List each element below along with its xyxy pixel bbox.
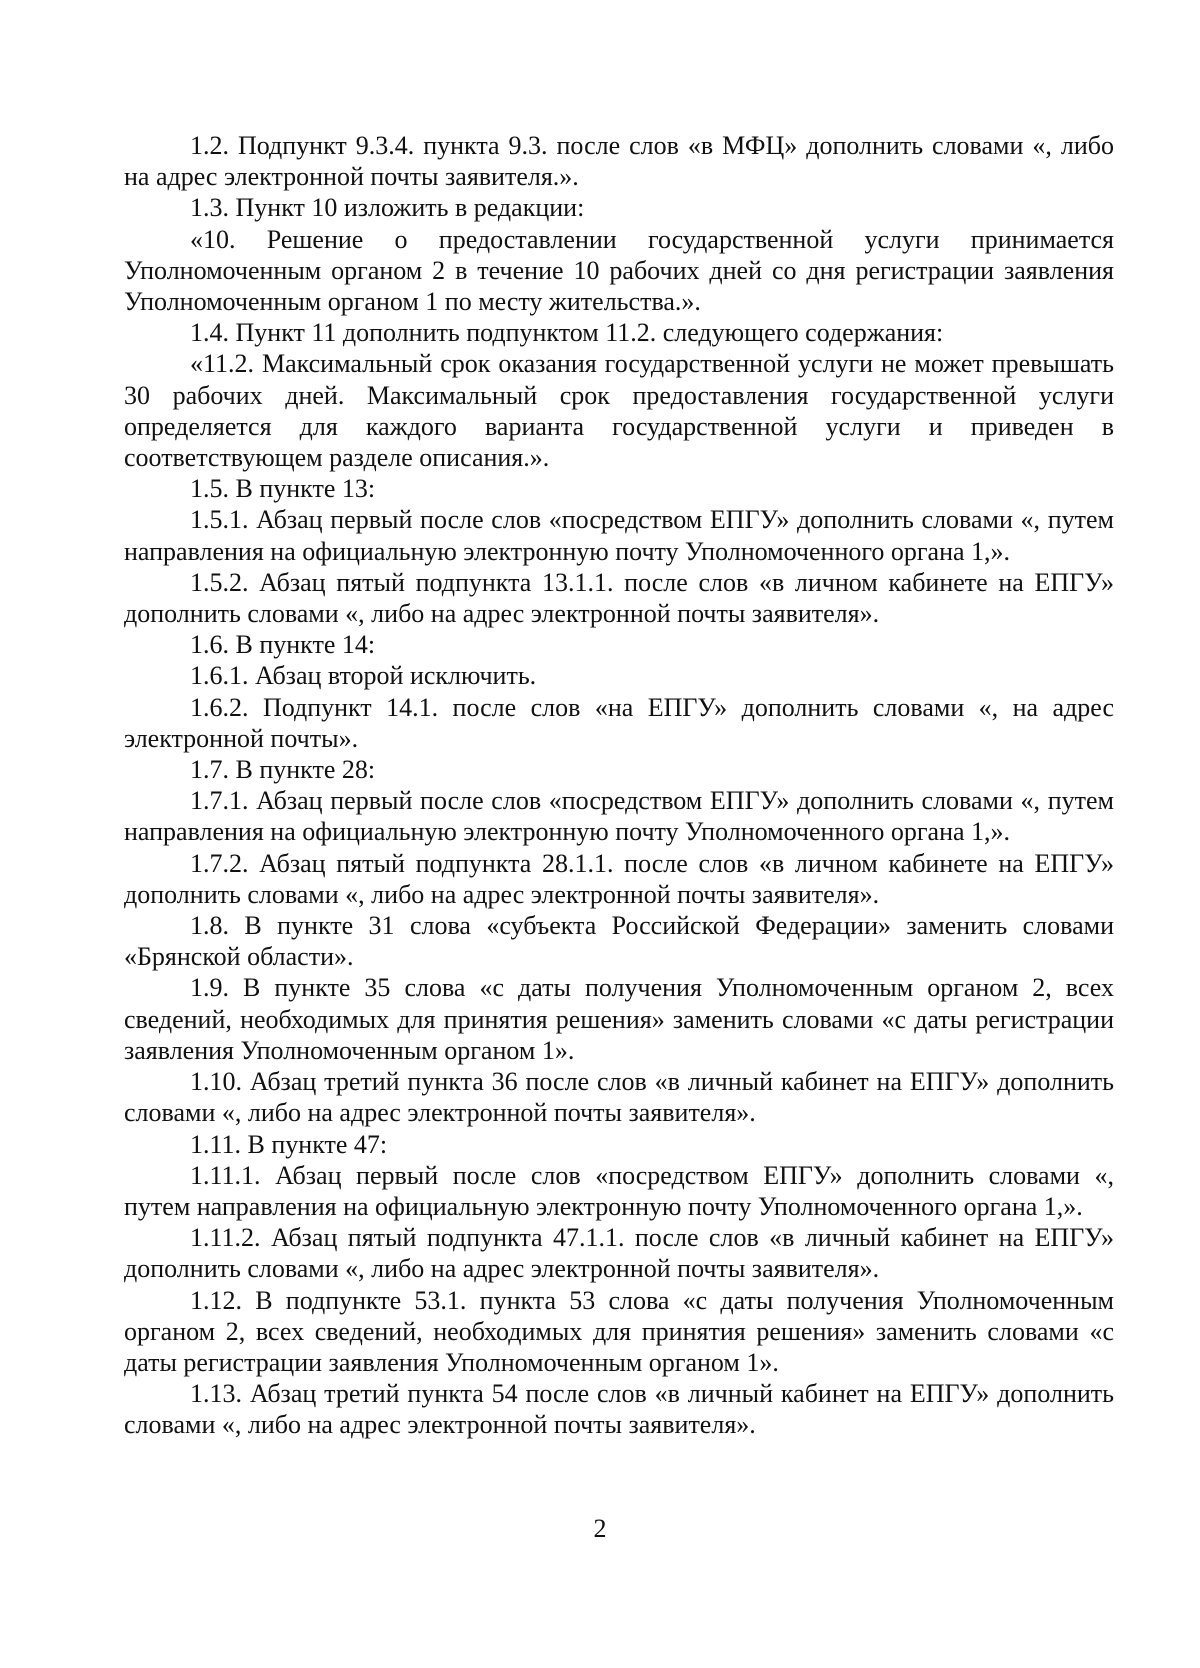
paragraph-1-3: 1.3. Пункт 10 изложить в редакции:: [190, 193, 585, 223]
paragraph-1-8: 1.8. В пункте 31 слова «субъекта Российской Федерации» заменить словами «Брянской области».: [124, 911, 1114, 972]
paragraph-1-10: 1.10. Абзац третий пункта 36 после слов «в личный кабинет на ЕПГУ» дополнить словами «, либо на адрес электронной почты заявителя».: [124, 1067, 1114, 1128]
paragraph-1-6: 1.6. В пункте 14:: [190, 630, 376, 660]
paragraph-1-6-1: 1.6.1. Абзац второй исключить.: [190, 661, 537, 691]
paragraph-1-4-text: «11.2. Максимальный срок оказания государственной услуги не может превышать 30 рабочих дней. Максимальный срок предоставления государственной услуги определяется для каждого варианта государственной услуги и приведен в соответствующем разделе описания.».: [124, 349, 1114, 473]
paragraph-1-11-2: 1.11.2. Абзац пятый подпункта 47.1.1. после слов «в личный кабинет на ЕПГУ» дополнить словами «, либо на адрес электронной почты заявителя».: [124, 1223, 1114, 1284]
paragraph-1-6-2: 1.6.2. Подпункт 14.1. после слов «на ЕПГУ» дополнить словами «, на адрес электронной почты».: [124, 692, 1114, 753]
paragraph-1-5-2: 1.5.2. Абзац пятый подпункта 13.1.1. после слов «в личном кабинете на ЕПГУ» дополнить словами «, либо на адрес электронной почты заявителя».: [124, 567, 1114, 629]
paragraph-1-11: 1.11. В пункте 47:: [190, 1129, 388, 1159]
paragraph-1-7-1: 1.7.1. Абзац первый после слов «посредством ЕПГУ» дополнить словами «, путем направления на официальную электронную почту Уполномоченного органа 1,».: [124, 786, 1114, 847]
document-body: [124, 130, 1114, 1441]
paragraph-1-5-1: 1.5.1. Абзац первый после слов «посредством ЕПГУ» дополнить словами «, путем направления на официальную электронную почту Уполномоченного органа 1,».: [124, 505, 1114, 566]
paragraph-1-2: 1.2. Подпункт 9.3.4. пункта 9.3. после слов «в МФЦ» дополнить словами «, либо на адрес электронной почты заявителя.».: [124, 131, 1114, 192]
paragraph-1-3-text: «10. Решение о предоставлении государственной услуги принимается Уполномоченным органом 2 в течение 10 рабочих дней со дня регистрации заявления Уполномоченным органом 1 по месту жительства.».: [124, 224, 1114, 317]
paragraph-1-4: 1.4. Пункт 11 дополнить подпунктом 11.2. следующего содержания:: [190, 318, 944, 348]
paragraph-1-7: 1.7. В пункте 28:: [190, 755, 376, 785]
paragraph-1-5: 1.5. В пункте 13:: [190, 474, 376, 504]
paragraph-1-12: 1.12. В подпункте 53.1. пункта 53 слова «с даты получения Уполномоченным органом 2, всех сведений, необходимых для принятия решения» заменить словами «с даты регистрации заявления Уполномоченным органом 1».: [124, 1285, 1114, 1377]
paragraph-1-11-1: 1.11.1. Абзац первый после слов «посредством ЕПГУ» дополнить словами «, путем направления на официальную электронную почту Уполномоченного органа 1,».: [124, 1160, 1114, 1221]
page-number: 2: [593, 1514, 607, 1543]
paragraph-1-7-2: 1.7.2. Абзац пятый подпункта 28.1.1. после слов «в личном кабинете на ЕПГУ» дополнить словами «, либо на адрес электронной почты заявителя».: [124, 848, 1114, 909]
paragraph-1-13: 1.13. Абзац третий пункта 54 после слов «в личный кабинет на ЕПГУ» дополнить словами «, либо на адрес электронной почты заявителя».: [124, 1379, 1114, 1440]
paragraph-1-9: 1.9. В пункте 35 слова «с даты получения Уполномоченным органом 2, всех сведений, необходимых для принятия решения» заменить словами «с даты регистрации заявления Уполномоченным органом 1».: [124, 973, 1114, 1065]
